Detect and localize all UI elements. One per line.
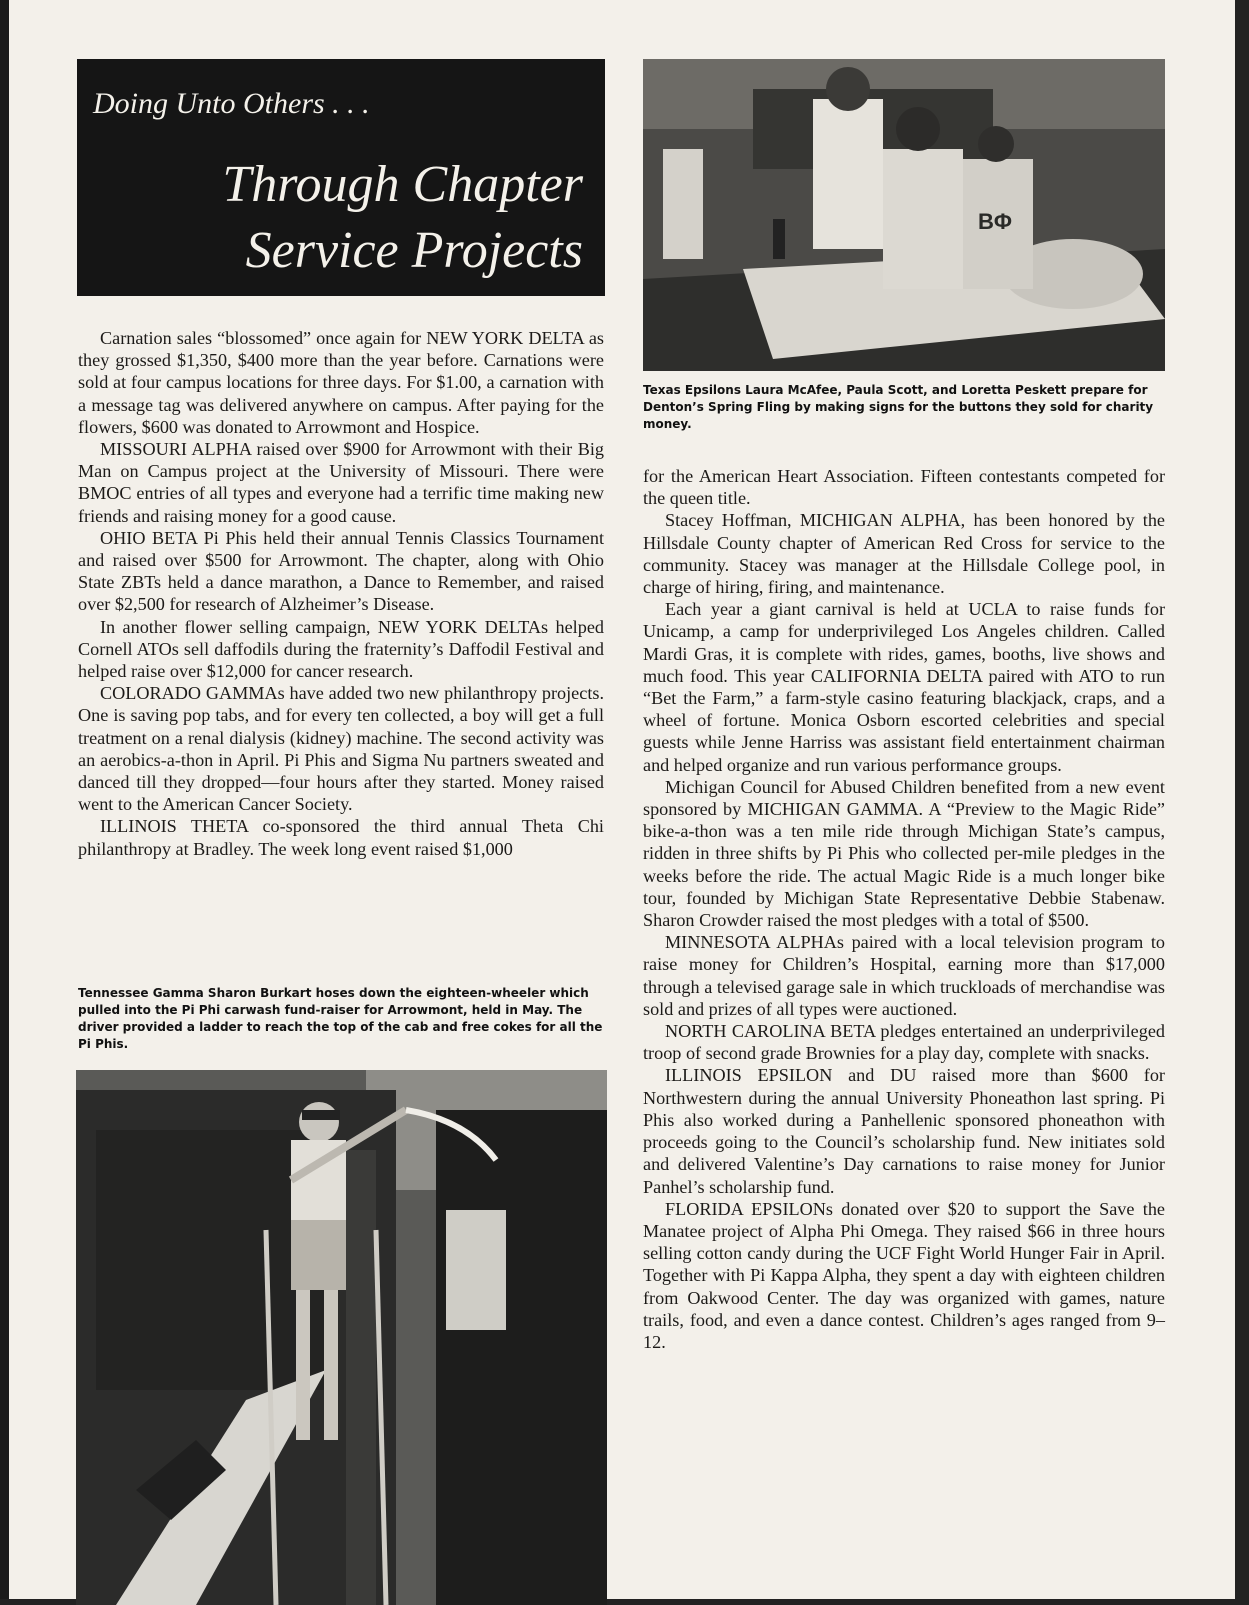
paragraph: MISSOURI ALPHA raised over $900 for Arrowmont with their Big Man on Campus project at the University of Missouri. There were BMOC entries of all types and everyone had a terrific time making new friends and raising money for a good cause. <box>78 439 604 526</box>
article-title-line-1: Through Chapter <box>222 156 583 213</box>
carwash-truck-illustration <box>76 1070 607 1605</box>
paragraph: ILLINOIS EPSILON and DU raised more than $600 for Northwestern during the annual University Phoneathon last spring. Pi Phis also worked during a Panhellenic sponsored phoneathon with proceeds going to the Council’s scholarship fund. New initiates sold and delivered Valentine’s Day carnations to raise money for Junior Panhel’s scholarship fund. <box>643 1065 1165 1197</box>
paragraph: Michigan Council for Abused Children benefited from a new event sponsored by MICHIGAN GAMMA. A “Preview to the Magic Ride” bike-a-thon was a ten mile ride through Michigan State’s campus, ridden in three shifts by Pi Phis who collected per-mile pledges in the weeks before the ride. The actual Magic Ride is a much longer bike tour, founded by Michigan State Representative Debbie Stabenaw. Sharon Crowder raised the most pledges with a total of $500. <box>643 776 1165 931</box>
right-text-column <box>643 465 1165 1353</box>
article-title-block <box>77 59 605 296</box>
shirt-letters: BΦ <box>978 209 1012 234</box>
article-title-line-2: Service Projects <box>245 222 583 279</box>
sign-making-photo <box>643 59 1165 371</box>
left-text-column <box>78 327 604 860</box>
paragraph: Each year a giant carnival is held at UCLA to raise funds for Unicamp, a camp for underprivileged Los Angeles children. Called Mardi Gras, it is complete with rides, games, booths, live shows and much food. This year CALIFORNIA DELTA paired with ATO to run “Bet the Farm,” a farm-style casino featuring blackjack, craps, and a wheel of fortune. Monica Osborn escorted celebrities and special guests while Jenne Harriss was assistant field entertainment chairman and helped organize and run various performance groups. <box>643 599 1165 775</box>
paragraph: OHIO BETA Pi Phis held their annual Tennis Classics Tournament and raised over $500 for Arrowmont. The chapter, along with Ohio State ZBTs held a dance marathon, a Dance to Remember, and raised over $2,500 for research of Alzheimer’s Disease. <box>78 527 604 615</box>
sign-making-illustration <box>643 59 1165 371</box>
bottom-photo-caption: Tennessee Gamma Sharon Burkart hoses down the eighteen-wheeler which pulled into the Pi Phi carwash fund-raiser for Arrowmont, held in May. The driver provided a ladder to reach the top of the cab and free cokes for all the Pi Phis. <box>78 986 603 1051</box>
top-photo-caption: Texas Epsilons Laura McAfee, Paula Scott, and Loretta Peskett prepare for Denton’s Spring Fling by making signs for the buttons they sold for charity money. <box>643 383 1154 431</box>
paragraph: NORTH CAROLINA BETA pledges entertained an underprivileged troop of second grade Brownies for a play day, complete with snacks. <box>643 1021 1165 1064</box>
paragraph: ILLINOIS THETA co-sponsored the third annual Theta Chi philanthropy at Bradley. The week long event raised $1,000 <box>78 816 604 859</box>
article-kicker: Doing Unto Others . . . <box>93 87 370 120</box>
paragraph: In another flower selling campaign, NEW YORK DELTAs helped Cornell ATOs sell daffodils during the fraternity’s Daffodil Festival and helped raise over $12,000 for cancer research. <box>78 616 604 682</box>
paragraph: for the American Heart Association. Fifteen contestants competed for the queen title. <box>643 466 1165 509</box>
paragraph: COLORADO GAMMAs have added two new philanthropy projects. One is saving pop tabs, and for every ten collected, a boy will get a full treatment on a renal dialysis (kidney) machine. The second activity was an aerobics-a-thon in April. Pi Phis and Sigma Nu partners sweated and danced till they dropped—four hours after they started. Money raised went to the American Cancer Society. <box>78 683 604 815</box>
paragraph: MINNESOTA ALPHAs paired with a local television program to raise money for Children’s Hospital, earning more than $17,000 through a televised garage sale in which truckloads of merchandise was sold and prizes of all types were auctioned. <box>643 932 1165 1019</box>
scan-edge-left <box>0 0 9 1605</box>
paragraph: Stacey Hoffman, MICHIGAN ALPHA, has been honored by the Hillsdale County chapter of American Red Cross for service to the community. Stacey was manager at the Hillsdale College pool, in charge of hiring, firing, and maintenance. <box>643 510 1165 598</box>
paragraph: Carnation sales “blossomed” once again for NEW YORK DELTA as they grossed $1,350, $400 more than the year before. Carnations were sold at four campus locations for three days. For $1.00, a carnation with a message tag was delivered anywhere on campus. After paying for the flowers, $600 was donated to Arrowmont and Hospice. <box>78 328 604 437</box>
paragraph: FLORIDA EPSILONs donated over $20 to support the Save the Manatee project of Alpha Phi Omega. They raised $66 in three hours selling cotton candy during the UCF Fight World Hunger Fair in April. Together with Pi Kappa Alpha, they spent a day with eighteen children from Oakwood Center. The day was organized with games, nature trails, food, and even a dance contest. Children’s ages ranged from 9–12. <box>643 1198 1165 1352</box>
scan-edge-right <box>1235 0 1249 1605</box>
carwash-truck-photo <box>76 1070 607 1605</box>
